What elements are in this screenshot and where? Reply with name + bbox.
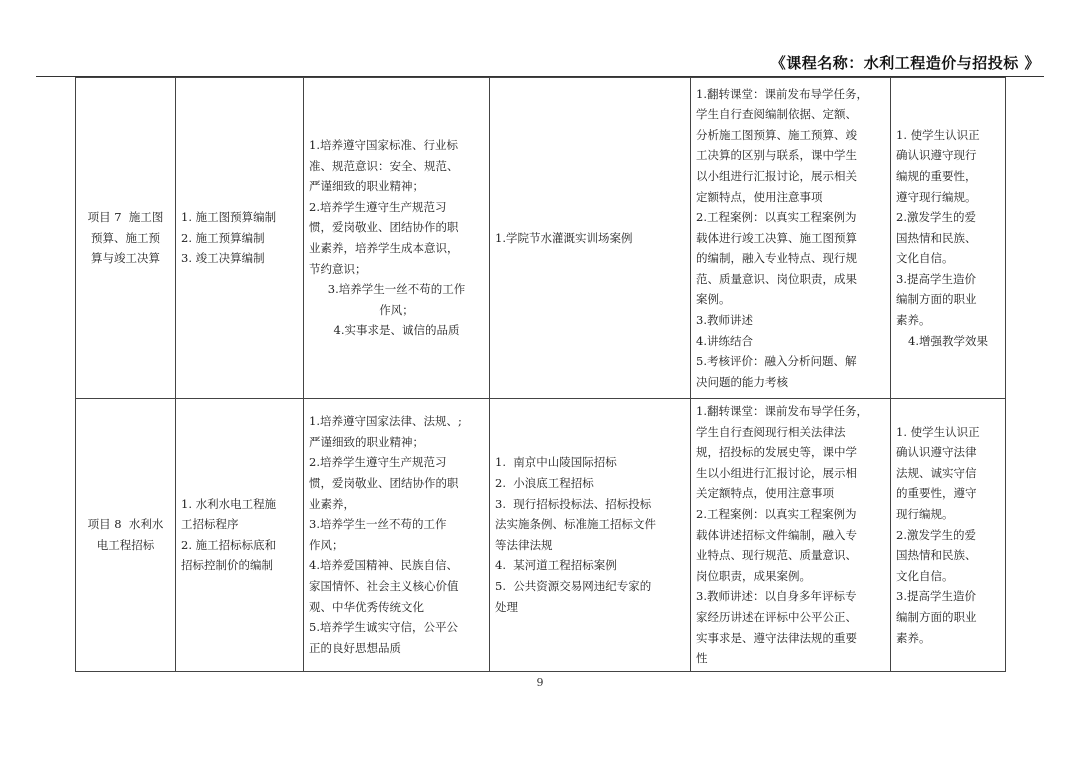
methods-cell: 1.翻转课堂：课前发布导学任务， 学生自行查阅现行相关法律法 规，招投标的发展史等，课中学 生以小组进行汇报讨论，展示相 关定额特点，使用注意事项 2.工程案例：以真实工程案例为 载体讲述招标文件编制，融入专 业特点、现行规范、质量意识、 岗位职责，成果案例。 3.教师讲述：以自身多年评标专 家经历讲述在评标中公平公正、 实事求是、遵守法律法规的重要 性 [691,399,891,672]
project-cell: 项目 7 施工图 预算、施工预 算与竣工决算 [76,78,176,399]
task-cell: 1. 水利水电工程施 工招标程序 2. 施工招标标底和 招标控制价的编制 [176,399,304,672]
table-row-project-7 [76,78,1006,399]
cases-cell: 1. 南京中山陵国际招标 2. 小浪底工程招标 3. 现行招标投标法、招标投标 法实施条例、标准施工招标文件 等法律法规 4. 某河道工程招标案例 5. 公共资源交易网违纪专家的 处理 [490,399,691,672]
effects-cell: 1. 使学生认识正 确认识遵守现行 编规的重要性， 遵守现行编规。 2.激发学生的爱 国热情和民族、 文化自信。 3.提高学生造价 编制方面的职业 素养。 4.增强教学效果 [891,78,1006,399]
project-cell: 项目 8 水利水 电工程招标 [76,399,176,672]
effects-cell: 1. 使学生认识正 确认识遵守法律 法规、诚实守信 的重要性，遵守 现行编规。 2.激发学生的爱 国热情和民族、 文化自信。 3.提高学生造价 编制方面的职业 素养。 [891,399,1006,672]
cases-cell: 1.学院节水灌溉实训场案例 [490,78,691,399]
course-title-header: 《课程名称：水利工程造价与招投标 》 [770,54,1040,72]
goals-cell: 1.培养遵守国家标准、行业标 准、规范意识：安全、规范、 严谨细致的职业精神； 2.培养学生遵守生产规范习 惯，爱岗敬业、团结协作的职 业素养，培养学生成本意识， 节约意识； 3.培养学生一丝不苟的工作 作风； 4.实事求是、诚信的品质 [304,78,490,399]
task-cell: 1. 施工图预算编制 2. 施工预算编制 3. 竣工决算编制 [176,78,304,399]
page-number: 9 [536,676,544,689]
course-table [75,77,1006,672]
table-row-project-8 [76,399,1006,672]
goals-cell: 1.培养遵守国家法律、法规、; 严谨细致的职业精神； 2.培养学生遵守生产规范习 惯，爱岗敬业、团结协作的职 业素养， 3.培养学生一丝不苟的工作 作风； 4.培养爱国精神、民族自信、 家国情怀、社会主义核心价值 观、中华优秀传统文化 5.培养学生诚实守信，公平公 正的良好思想品质 [304,399,490,672]
methods-cell: 1.翻转课堂：课前发布导学任务， 学生自行查阅编制依据、定额、 分析施工图预算、施工预算、竣 工决算的区别与联系，课中学生 以小组进行汇报讨论，展示相关 定额特点，使用注意事项 2.工程案例：以真实工程案例为 载体进行竣工决算、施工图预算 的编制，融入专业特点、现行规 范、质量意识、岗位职责，成果 案例。 3.教师讲述 4.讲练结合 5.考核评价：融入分析问题、解 决问题的能力考核 [691,78,891,399]
